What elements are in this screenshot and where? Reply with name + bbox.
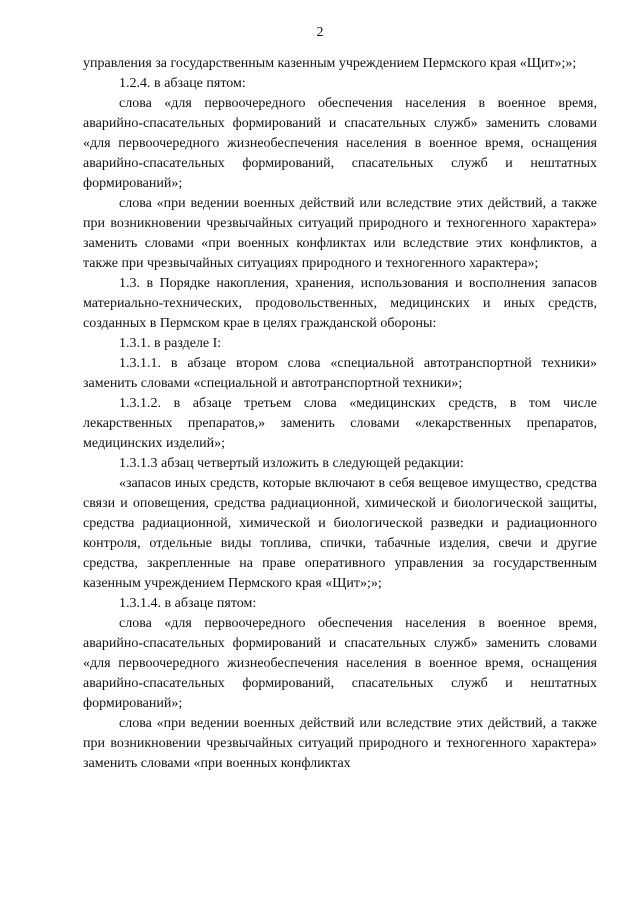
document-body [83, 54, 597, 774]
paragraph: 1.3.1. в разделе I: [119, 336, 222, 351]
paragraph: слова «при ведении военных действий или вследствие этих действий, а также при возникновении чрезвычайных ситуаций природного и техногенного характера» заменить словами «при военных конфликтах [83, 716, 597, 771]
paragraph: 1.3. в Порядке накопления, хранения, использования и восполнения запасов материально-технических, продовольственных, медицинских и иных средств, созданных в Пермском крае в целях гражданской обороны: [83, 276, 597, 331]
paragraph: слова «для первоочередного обеспечения населения в военное время, аварийно-спасательных формирований и спасательных служб» заменить словами «для первоочередного жизнеобеспечения населения в военное время, оснащения аварийно-спасательных формирований, спасательных служб и нештатных формирований»; [83, 616, 597, 711]
paragraph: слова «при ведении военных действий или вследствие этих действий, а также при возникновении чрезвычайных ситуаций природного и техногенного характера» заменить словами «при военных конфликтах или вследствие этих конфликтов, а также при чрезвычайных ситуациях природного и техногенного характера»; [83, 196, 597, 271]
paragraph: 1.3.1.4. в абзаце пятом: [119, 596, 257, 611]
paragraph: 1.2.4. в абзаце пятом: [119, 76, 246, 91]
paragraph: 1.3.1.2. в абзаце третьем слова «медицинских средств, в том числе лекарственных препаратов,» заменить словами «лекарственных препаратов, медицинских изделий»; [83, 396, 597, 451]
paragraph: 1.3.1.1. в абзаце втором слова «специальной автотранспортной техники» заменить словами «специальной и автотранспортной техники»; [83, 356, 597, 391]
paragraph: «запасов иных средств, которые включают в себя вещевое имущество, средства связи и оповещения, средства радиационной, химической и биологической защиты, средства радиационной, химической и биологической разведки и радиационного контроля, отдельные виды топлива, спички, табачные изделия, свечи и другие средства, закрепленные на праве оперативного управления за государственным казенным учреждением Пермского края «Щит»;»; [83, 476, 597, 591]
paragraph: управления за государственным казенным учреждением Пермского края «Щит»;»; [83, 56, 577, 71]
paragraph: слова «для первоочередного обеспечения населения в военное время, аварийно-спасательных формирований и спасательных служб» заменить словами «для первоочередного жизнеобеспечения населения в военное время, оснащения аварийно-спасательных формирований, спасательных служб и нештатных формирований»; [83, 96, 597, 191]
paragraph: 1.3.1.3 абзац четвертый изложить в следующей редакции: [119, 456, 464, 471]
page-number: 2 [316, 25, 324, 40]
